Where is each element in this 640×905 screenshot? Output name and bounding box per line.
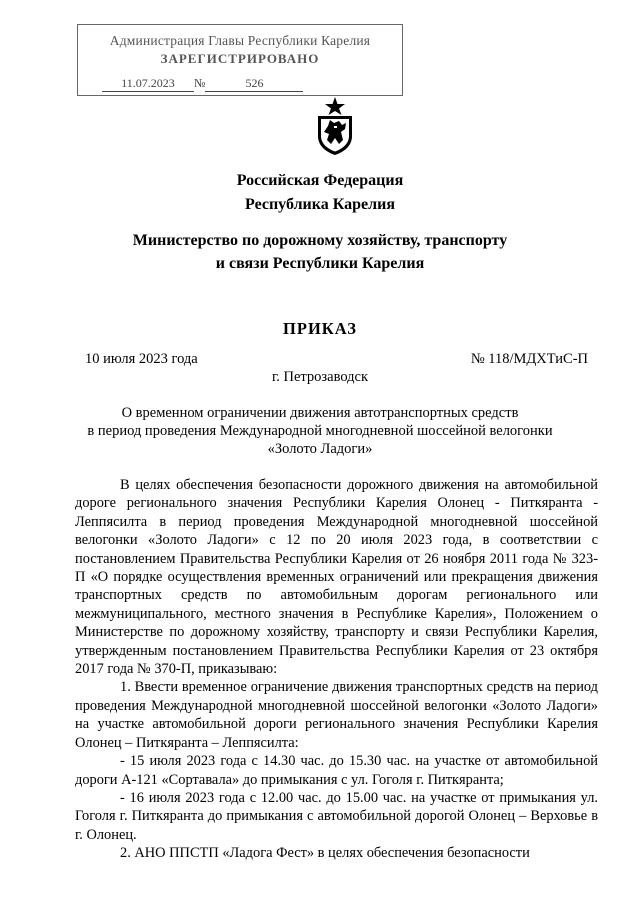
stamp-registration-line xyxy=(102,76,303,92)
paragraph-preamble: В целях обеспечения безопасности дорожного движения на автомобильной дороге регионального значения Республики Карелия Олонец - Питкяранта - Леппясилта в период проведения Международной многодневной шоссейной велогонки «Золото Ладоги» с 12 по 20 июля 2023 года, в соответствии с постановлением Правительства Республики Карелия от 26 ноября 2011 года № 323-П «О порядке осуществления временных ограничений или прекращения движения транспортных средств по автомобильным дорогам регионального или межмуниципального, местного значения в Республике Карелия», Положением о Министерстве по дорожному хозяйству, транспорту и связи Республики Карелия, утвержденным постановлением Правительства Республики Карелия от 23 октября 2017 года № 370-П, приказываю: xyxy=(75,477,598,678)
document-number: № 118/МДХТиС-П xyxy=(470,351,588,367)
header-country: Российская Федерация xyxy=(236,172,404,189)
paragraph-item-1-sub-2: - 16 июля 2023 года с 12.00 час. до 15.00 час. на участке от примыкания ул. Гоголя г. Питкяранта до примыкания с автомобильной дорогой Олонец – Верховье в г. Олонец. xyxy=(75,789,598,843)
stamp-registered: ЗАРЕГИСТРИРОВАНО xyxy=(160,51,320,66)
stamp-number: 526 xyxy=(205,76,303,92)
document-body xyxy=(75,476,598,863)
stamp-no-label: № xyxy=(194,76,206,90)
paragraph-item-1-sub-1: - 15 июля 2023 года с 14.30 час. до 15.30 час. на участке от автомобильной дороги А-121 «Сортавала» до примыкания с ул. Гоголя г. Питкяранта; xyxy=(75,753,598,788)
paragraph-item-1: 1. Ввести временное ограничение движения транспортных средств на период проведения Международной многодневной шоссейной велогонки «Золото Ладоги» на участке автомобильной дороги регионального значения Республики Карелия Олонец – Питкяранта – Леппясилта: xyxy=(75,679,598,751)
document-city: г. Петрозаводск xyxy=(271,369,369,385)
document-type: ПРИКАЗ xyxy=(283,319,357,338)
stamp-date: 11.07.2023 xyxy=(102,76,194,92)
registration-stamp xyxy=(77,24,403,96)
subject-line2: в период проведения Международной многодневной шоссейной велогонки xyxy=(87,423,553,439)
header-ministry-line1: Министерство по дорожному хозяйству, транспорту xyxy=(132,232,508,249)
subject-line3: «Золото Ладоги» xyxy=(267,441,373,457)
subject-line1: О временном ограничении движения автотранспортных средств xyxy=(121,405,519,421)
header-ministry-line2: и связи Республики Карелия xyxy=(215,255,425,272)
stamp-authority: Администрация Главы Республики Карелия xyxy=(109,33,371,48)
document-date: 10 июля 2023 года xyxy=(85,351,198,367)
paragraph-item-2: 2. АНО ППСТП «Ладога Фест» в целях обеспечения безопасности xyxy=(120,845,530,862)
karelia-coat-of-arms-icon xyxy=(312,96,358,156)
header-republic: Республика Карелия xyxy=(245,196,395,213)
